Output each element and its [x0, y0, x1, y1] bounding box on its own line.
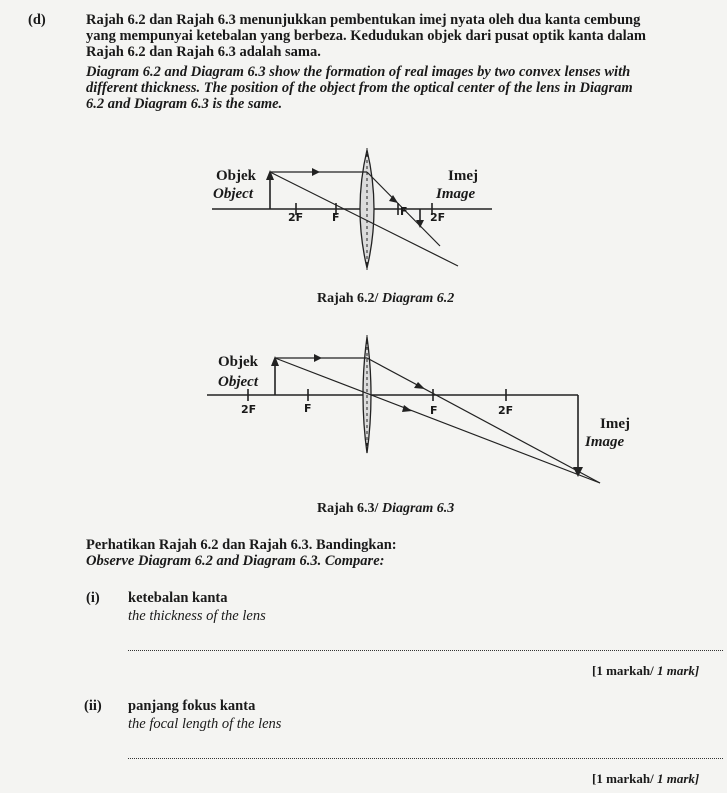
ray-arrow	[314, 354, 322, 362]
object-label-english: Object	[213, 186, 253, 202]
part-ii-label: (ii)	[84, 698, 102, 714]
part-i-marks	[592, 663, 699, 680]
ray-arrow	[402, 405, 412, 412]
part-i-english: the thickness of the lens	[128, 608, 266, 624]
question-malay-line-2: yang mempunyai ketebalan yang berbeza. Kedudukan objek dari pusat optik kanta dalam	[86, 28, 646, 44]
caption-6-3-english: Diagram 6.3	[381, 501, 455, 516]
label-right-2f: 2F	[498, 404, 514, 417]
question-english-line-1: Diagram 6.2 and Diagram 6.3 show the formation of real images by two convex lenses with	[86, 64, 631, 80]
label-left-2f: 2F	[288, 211, 304, 224]
ray-arrow	[414, 382, 425, 389]
question-malay-line-3: Rajah 6.2 dan Rajah 6.3 adalah sama.	[86, 44, 321, 60]
label-right-2f: 2F	[430, 211, 446, 224]
label-right-f: F	[400, 205, 408, 218]
caption-6-2-english: Diagram 6.2	[381, 291, 455, 306]
part-ii-marks-malay: [1 markah/	[592, 771, 654, 786]
label-left-f: F	[332, 211, 340, 224]
label-right-f: F	[430, 404, 438, 417]
part-i-marks-malay: [1 markah/	[592, 663, 654, 678]
part-i-marks-english: 1 mark]	[657, 663, 700, 678]
part-ii-marks	[592, 771, 699, 788]
caption-6-3	[317, 501, 454, 518]
label-left-f: F	[304, 402, 312, 415]
part-i-malay: ketebalan kanta	[128, 590, 228, 606]
part-ii-malay: panjang fokus kanta	[128, 698, 256, 714]
part-i-answer-line[interactable]	[128, 650, 723, 651]
caption-6-2-malay: Rajah 6.2/	[317, 291, 379, 306]
question-malay-line-1: Rajah 6.2 dan Rajah 6.3 menunjukkan pembentukan imej nyata oleh dua kanta cembung	[86, 12, 641, 28]
object-label-malay: Objek	[216, 168, 257, 184]
question-english-line-3: 6.2 and Diagram 6.3 is the same.	[86, 96, 283, 112]
part-ii-marks-english: 1 mark]	[657, 771, 700, 786]
object-label-malay: Objek	[218, 354, 259, 370]
caption-6-3-malay: Rajah 6.3/	[317, 501, 379, 516]
ray-center	[275, 358, 600, 483]
image-label-english: Image	[436, 186, 476, 202]
image-label-english: Image	[585, 434, 625, 450]
question-english-line-2: different thickness. The position of the object from the optical center of the lens in Diagram	[86, 80, 633, 96]
instruction-english: Observe Diagram 6.2 and Diagram 6.3. Compare:	[86, 553, 385, 569]
question-label: (d)	[28, 12, 46, 28]
image-label-malay: Imej	[448, 168, 478, 184]
instruction-malay: Perhatikan Rajah 6.2 dan Rajah 6.3. Bandingkan:	[86, 537, 397, 553]
ray-refracted	[367, 358, 600, 483]
label-left-2f: 2F	[241, 403, 257, 416]
part-i-label: (i)	[86, 590, 100, 606]
part-ii-answer-line[interactable]	[128, 758, 723, 759]
object-label-english: Object	[218, 374, 258, 390]
image-label-malay: Imej	[600, 416, 630, 432]
part-ii-english: the focal length of the lens	[128, 716, 282, 732]
